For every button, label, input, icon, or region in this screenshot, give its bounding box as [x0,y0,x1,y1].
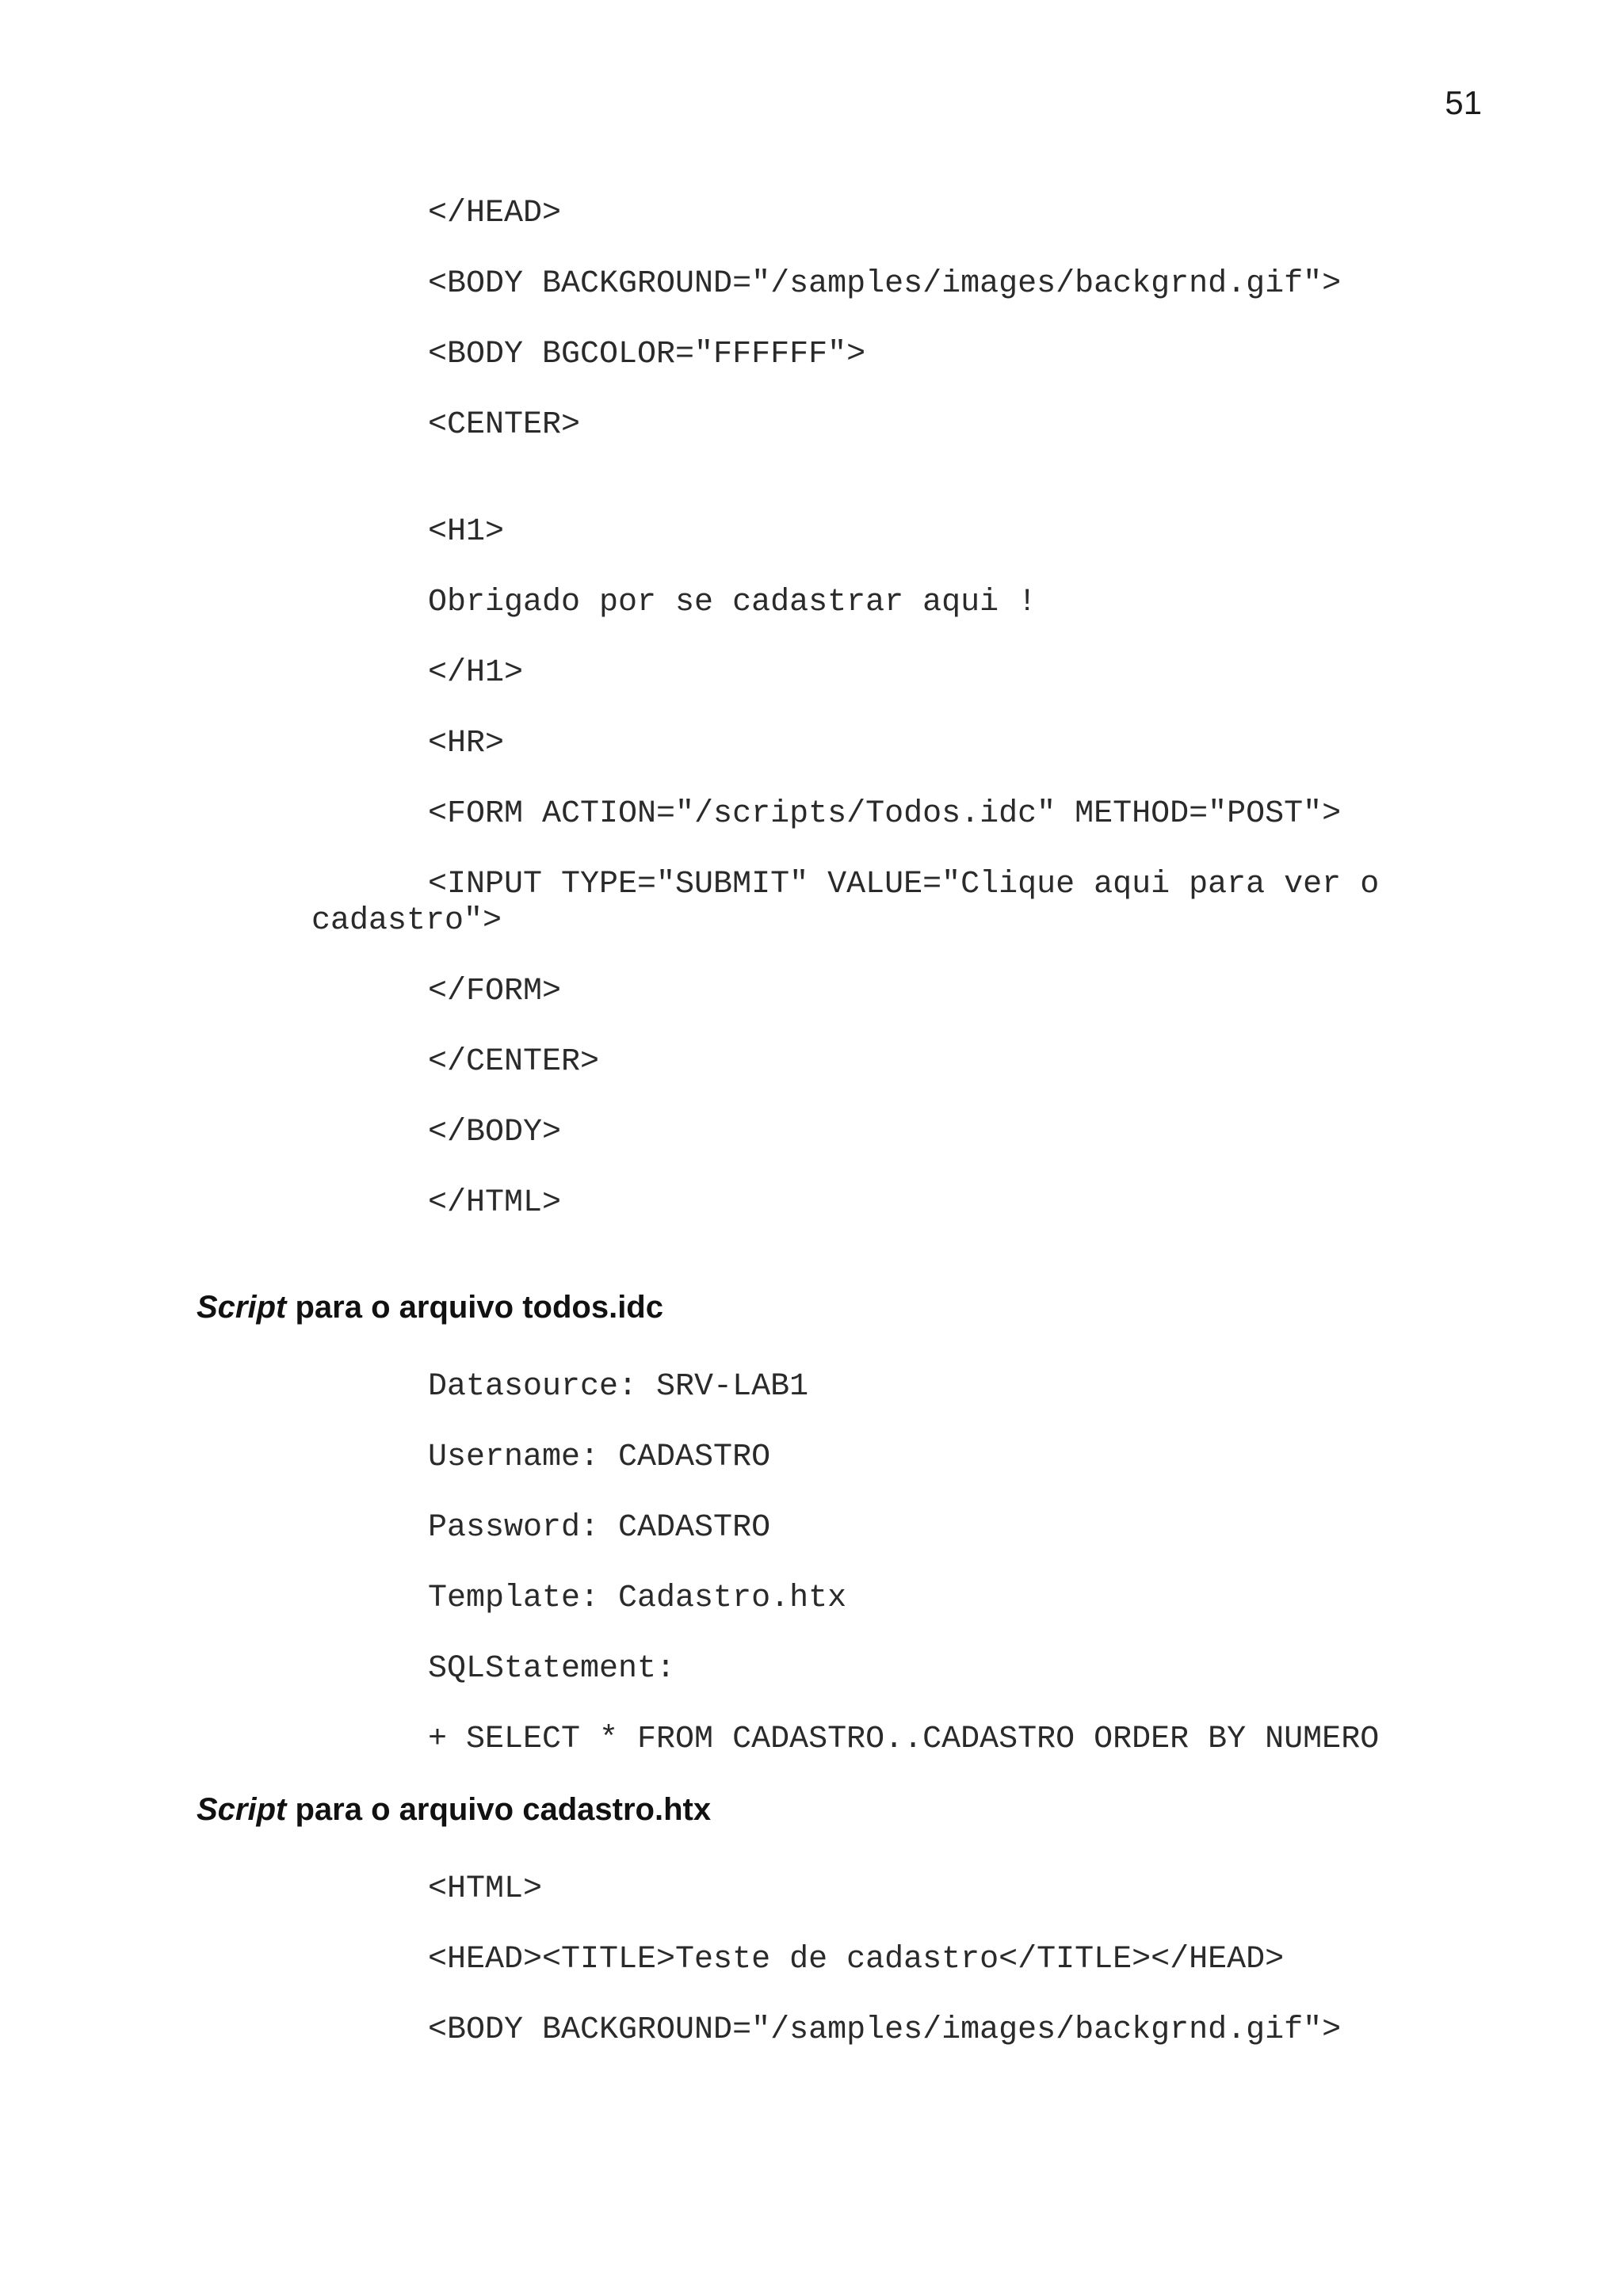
code-line: </H1> [428,655,524,691]
code-line: </CENTER> [428,1044,600,1080]
code-block-idc-script [0,1369,1623,1792]
code-line: <HR> [428,726,505,761]
code-line: <HTML> [428,1871,543,1907]
code-line: <BODY BACKGROUND="/samples/images/backgrnd.gif"> [428,266,1342,302]
code-line: <BODY BGCOLOR="FFFFFF"> [428,337,866,372]
code-line: SQLStatement: [428,1651,676,1687]
heading-text: para o arquivo todos.idc [286,1290,663,1325]
code-line: </HTML> [428,1185,562,1221]
heading-italic: Script [197,1290,287,1325]
heading-text: para o arquivo cadastro.htx [286,1792,712,1827]
code-line-wrapped: <INPUT TYPE="SUBMIT" VALUE="Clique aqui para ver o cadastro"> [311,867,1380,939]
code-line: <HEAD><TITLE>Teste de cadastro</TITLE></HEAD> [428,1942,1285,1978]
code-line: <H1> [428,514,505,550]
code-line: </HEAD> [428,196,562,231]
code-line: <FORM ACTION="/scripts/Todos.idc" METHOD="POST"> [428,796,1342,832]
code-line: <CENTER> [428,407,581,443]
heading-italic: Script [197,1792,287,1827]
page-number: 51 [1445,84,1482,121]
code-block-html-response [0,196,1623,1256]
code-line: Username: CADASTRO [428,1440,771,1475]
code-line: Obrigado por se cadastrar aqui ! [428,585,1037,620]
section-heading-cadastro-htx [197,1792,711,1828]
section-heading-todos-idc [197,1290,663,1325]
code-line: </FORM> [428,974,562,1009]
code-line: </BODY> [428,1115,562,1150]
code-line: + SELECT * FROM CADASTRO..CADASTRO ORDER BY NUMERO [428,1722,1380,1757]
code-line: Template: Cadastro.htx [428,1581,847,1616]
code-block-htx-template [0,1871,1623,2083]
code-line: <BODY BACKGROUND="/samples/images/backgrnd.gif"> [428,2012,1342,2048]
code-line: Datasource: SRV-LAB1 [428,1369,809,1405]
code-line: Password: CADASTRO [428,1510,771,1546]
